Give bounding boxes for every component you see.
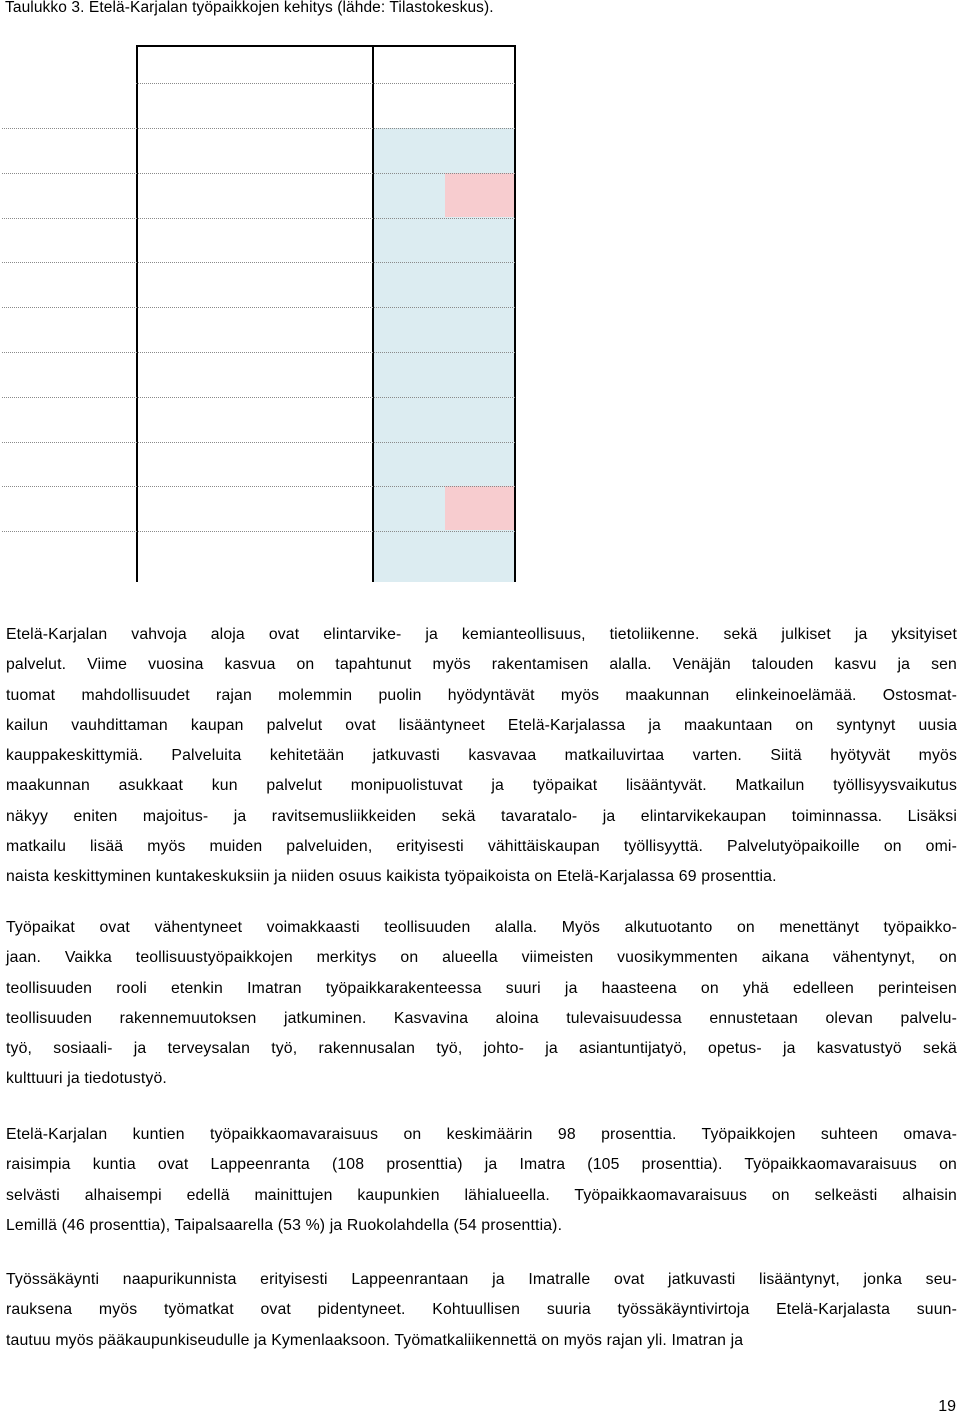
text-line: matkailu lisää myös muiden palveluiden, erityisesti vähittäiskaupan työllisyyttä. Palvelutyöpaikoille on omi- (6, 838, 957, 856)
row-separator (2, 486, 515, 487)
table-divider-change (372, 45, 374, 582)
text-line: näkyy eniten majoitus- ja ravitsemusliikkeiden sekä tavaratalo- ja elintarvikekaupan toiminnassa. Lisäksi (6, 807, 957, 825)
text-line: palvelut. Viime vuosina kasvua on tapahtunut myös rakentamisen alalla. Venäjän talouden kasvu ja sen (6, 656, 957, 674)
paragraph (6, 1120, 957, 1241)
positive-change-cell (445, 173, 515, 217)
text-line: Työpaikat ovat vähentyneet voimakkaasti teollisuuden alalla. Myös alkutuotanto on menettänyt työpaikko- (6, 919, 957, 936)
text-line: Etelä-Karjalan vahvoja aloja ovat elintarvike- ja kemianteollisuus, tietoliikenne. sekä julkiset ja yksityiset (6, 626, 957, 643)
row-separator (2, 307, 515, 308)
text-line: kulttuuri ja tiedotustyö. (6, 1070, 167, 1088)
jobs-table (0, 0, 960, 600)
text-line: kauppakeskittymiä. Palveluita kehitetään jatkuvasti kasvavaa matkailuvirtaa varten. Siitä hyötyvät myös (6, 747, 957, 765)
row-separator (2, 262, 515, 263)
table-caption: Taulukko 3. Etelä-Karjalan työpaikkojen kehitys (lähde: Tilastokeskus). (5, 0, 494, 16)
text-line: naista keskittyminen kuntakeskuksiin ja niiden osuus kaikista työpaikoista on Etelä-Karjalassa 69 prosenttia. (6, 868, 777, 886)
page-number: 19 (938, 1398, 956, 1415)
positive-change-cell (445, 486, 515, 530)
text-line: kailun vauhdittaman kaupan palvelut ovat lisääntyneet Etelä-Karjalassa ja maakuntaan on syntynyt uusia (6, 716, 957, 734)
row-separator (2, 442, 515, 443)
paragraph (6, 1265, 957, 1356)
text-line: raisimpia kuntia ovat Lappeenranta (108 prosenttia) ja Imatra (105 prosenttia). Työpaikkaomavaraisuus on (6, 1156, 957, 1174)
table-border-left (136, 45, 138, 582)
text-line: Etelä-Karjalan kuntien työpaikkaomavaraisuus on keskimäärin 98 prosenttia. Työpaikkojen suhteen omava- (6, 1126, 957, 1143)
table-border-right (514, 45, 516, 582)
text-line: maakunnan asukkaat kun palvelut monipuolistuvat ja työpaikat lisääntyvät. Matkailun työllisyysvaikutus (6, 777, 957, 795)
text-line: rauksena myös työmatkat ovat pidentyneet. Kohtuullisen suuria työssäkäyntivirtoja Etelä-Karjalasta suun- (6, 1301, 957, 1319)
row-separator (2, 173, 515, 174)
text-line: jaan. Vaikka teollisuustyöpaikkojen merkitys on alueella viimeisten vuosikymmenten aikana vähentynyt, on (6, 949, 957, 967)
text-line: tuomat mahdollisuudet rajan molemmin puolin hyödyntävät myös maakunnan elinkeinoelämää. Ostosmat- (6, 686, 957, 704)
text-line: tautuu myös pääkaupunkiseudulle ja Kymenlaaksoon. Työmatkaliikennettä on myös rajan yli. Imatran ja (6, 1331, 744, 1349)
text-line: työ, sosiaali- ja terveysalan työ, rakennusalan työ, johto- ja asiantuntijatyö, opetus- ja kasvatustyö sekä (6, 1040, 957, 1058)
row-separator (2, 397, 515, 398)
row-separator (2, 352, 515, 353)
text-line: teollisuuden rooli etenkin Imatran työpaikkarakenteessa suuri ja haasteena on yhä edelleen perinteisen (6, 979, 957, 997)
text-line: selvästi alhaisempi edellä mainittujen kaupunkien lähialueella. Työpaikkaomavaraisuus on selkeästi alhaisin (6, 1186, 957, 1204)
row-separator (2, 531, 515, 532)
text-line: Työssäkäynti naapurikunnista erityisesti Lappeenrantaan ja Imatralle ovat jatkuvasti lisääntynyt, jonka seu- (6, 1271, 957, 1288)
row-separator (2, 218, 515, 219)
paragraph (6, 620, 957, 893)
header-separator (136, 83, 515, 84)
table-border-top (136, 45, 516, 47)
text-line: teollisuuden rakennemuutoksen jatkuminen. Kasvavina aloina tulevaisuudessa ennustetaan olevan palvelu- (6, 1009, 957, 1027)
row-separator (2, 128, 515, 129)
paragraph (6, 913, 957, 1095)
text-line: Lemillä (46 prosenttia), Taipalsaarella (53 %) ja Ruokolahdella (54 prosenttia). (6, 1216, 563, 1234)
